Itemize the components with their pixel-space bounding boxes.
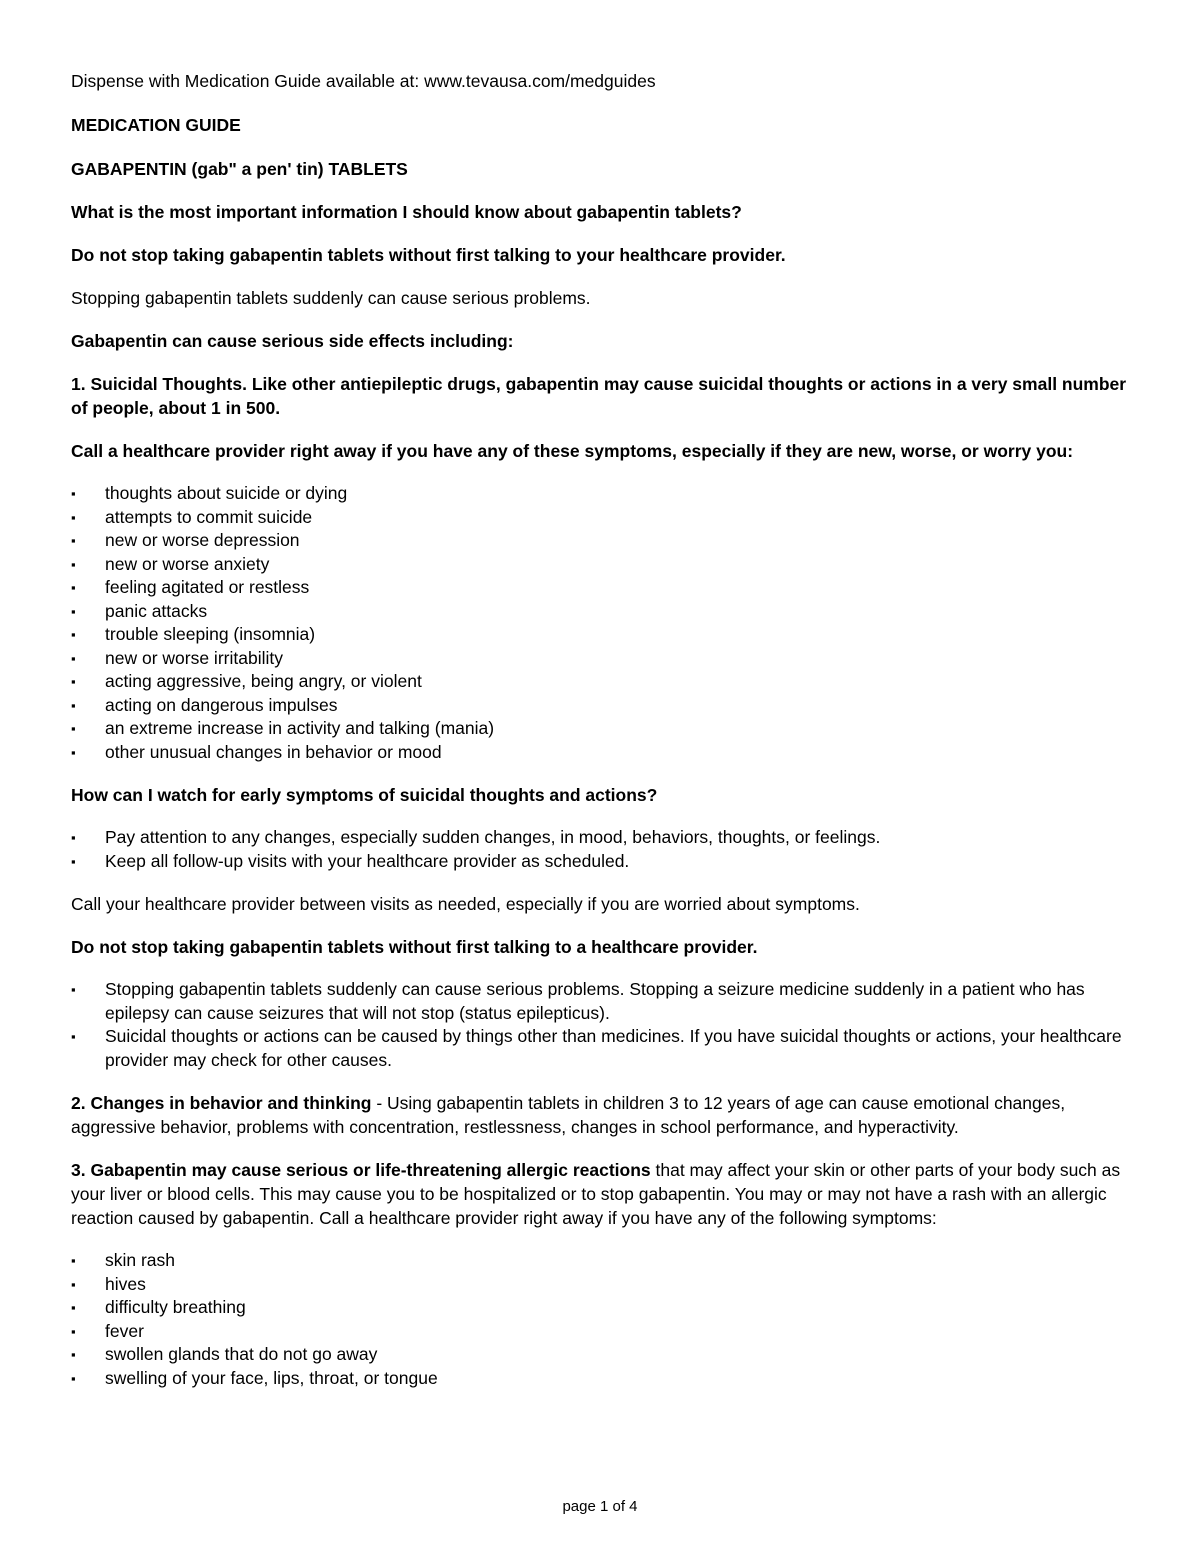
list-item: ▪ Pay attention to any changes, especially sudden changes, in mood, behaviors, thoughts, or feelings. xyxy=(71,826,1131,850)
bullet-icon: ▪ xyxy=(71,853,76,869)
bullet-icon: ▪ xyxy=(71,486,76,501)
item-allergic-heading: 3. Gabapentin may cause serious or life-threatening allergic reactions xyxy=(71,1160,651,1180)
bullet-icon: ▪ xyxy=(71,556,76,572)
warning-do-not-stop: Do not stop taking gabapentin tablets without first talking to your healthcare provider. xyxy=(71,245,786,265)
stopping-problems-text: Stopping gabapentin tablets suddenly can cause serious problems. xyxy=(71,288,591,308)
item-behavior-text: - Using gabapentin tablets in children 3 to 12 years of age can cause emotional changes, aggressive behavior, problems with concentration, restlessness, changes in school performance, and hyperactivity. xyxy=(71,1093,1066,1137)
list-item: ▪ skin rash xyxy=(71,1249,1131,1273)
document-title: MEDICATION GUIDE xyxy=(71,115,241,135)
bullet-icon: ▪ xyxy=(71,744,76,760)
bullet-icon: ▪ xyxy=(71,580,76,595)
suicidal-symptoms-list xyxy=(71,482,1131,764)
list-item: ▪ Suicidal thoughts or actions can be caused by things other than medicines. If you have suicidal thoughts or actions, your healthcare provider may check for other causes. xyxy=(71,1026,1122,1070)
list-item: ▪ new or worse depression xyxy=(71,529,1131,553)
dispense-notice: Dispense with Medication Guide available at: www.tevausa.com/medguides xyxy=(71,71,656,91)
call-provider-heading: Call a healthcare provider right away if you have any of these symptoms, especially if they are new, worse, or worry you: xyxy=(71,441,1074,461)
bullet-icon: ▪ xyxy=(71,674,76,689)
stopping-list xyxy=(71,978,1131,1072)
call-between-visits-text: Call your healthcare provider between visits as needed, especially if you are worried about symptoms. xyxy=(71,894,860,914)
list-item: ▪ panic attacks xyxy=(71,600,1131,624)
bullet-icon: ▪ xyxy=(71,1323,76,1339)
question-early-symptoms: How can I watch for early symptoms of suicidal thoughts and actions? xyxy=(71,785,658,805)
bullet-icon: ▪ xyxy=(71,1347,76,1362)
document-page xyxy=(71,69,1131,1409)
bullet-icon: ▪ xyxy=(71,1029,76,1044)
warning-do-not-stop-2: Do not stop taking gabapentin tablets without first talking to a healthcare provider. xyxy=(71,937,758,957)
list-item: ▪ trouble sleeping (insomnia) xyxy=(71,623,1131,647)
side-effects-heading: Gabapentin can cause serious side effects including: xyxy=(71,331,514,351)
bullet-icon: ▪ xyxy=(71,627,76,642)
list-item: ▪ swollen glands that do not go away xyxy=(71,1343,1131,1367)
list-item: ▪ feeling agitated or restless xyxy=(71,576,1131,600)
list-item: ▪ new or worse irritability xyxy=(71,647,1131,671)
bullet-icon: ▪ xyxy=(71,1300,76,1315)
bullet-icon: ▪ xyxy=(71,603,76,619)
item-suicidal-thoughts: 1. Suicidal Thoughts. Like other antiepileptic drugs, gabapentin may cause suicidal thoughts or actions in a very small number of people, about 1 in 500. xyxy=(71,374,1127,418)
bullet-icon: ▪ xyxy=(71,650,76,666)
list-item: ▪ thoughts about suicide or dying xyxy=(71,482,1131,506)
list-item: ▪ attempts to commit suicide xyxy=(71,506,1131,530)
bullet-icon: ▪ xyxy=(71,721,76,736)
item-behavior-heading: 2. Changes in behavior and thinking xyxy=(71,1093,372,1113)
bullet-icon: ▪ xyxy=(71,697,76,713)
list-item: ▪ hives xyxy=(71,1273,1131,1297)
item-allergic-text: that may affect your skin or other parts of your body such as your liver or blood cells. This may cause you to be hospitalized or to stop gabapentin. You may or may not have a rash with an allergic reaction caused by gabapentin. Call a healthcare provider right away if you have any of the following symptoms: xyxy=(71,1160,1121,1228)
bullet-icon: ▪ xyxy=(71,1276,76,1292)
list-item: ▪ acting on dangerous impulses xyxy=(71,694,1131,718)
list-item: ▪ an extreme increase in activity and talking (mania) xyxy=(71,717,1131,741)
list-item: ▪ fever xyxy=(71,1320,1131,1344)
list-item: ▪ new or worse anxiety xyxy=(71,553,1131,577)
bullet-icon: ▪ xyxy=(71,533,76,548)
bullet-icon: ▪ xyxy=(71,830,76,845)
list-item: ▪ swelling of your face, lips, throat, or tongue xyxy=(71,1367,1131,1391)
bullet-icon: ▪ xyxy=(71,982,76,997)
page-number: page 1 of 4 xyxy=(562,1498,638,1515)
item-behavior-changes xyxy=(71,1091,1131,1139)
bullet-icon: ▪ xyxy=(71,1253,76,1268)
list-item: ▪ other unusual changes in behavior or mood xyxy=(71,741,1131,765)
allergy-symptoms-list xyxy=(71,1249,1131,1390)
list-item: ▪ Keep all follow-up visits with your healthcare provider as scheduled. xyxy=(71,850,1131,874)
watch-list xyxy=(71,826,1131,873)
list-item: ▪ difficulty breathing xyxy=(71,1296,1131,1320)
bullet-icon: ▪ xyxy=(71,509,76,525)
drug-title: GABAPENTIN (gab" a pen' tin) TABLETS xyxy=(71,159,408,179)
item-allergic-reactions xyxy=(71,1158,1131,1230)
list-item: ▪ Stopping gabapentin tablets suddenly can cause serious problems. Stopping a seizure medicine suddenly in a patient who has epilepsy can cause seizures that will not stop (status epilepticus). xyxy=(71,979,1085,1023)
list-item: ▪ acting aggressive, being angry, or violent xyxy=(71,670,1131,694)
bullet-icon: ▪ xyxy=(71,1370,76,1386)
question-important-info: What is the most important information I should know about gabapentin tablets? xyxy=(71,202,742,222)
